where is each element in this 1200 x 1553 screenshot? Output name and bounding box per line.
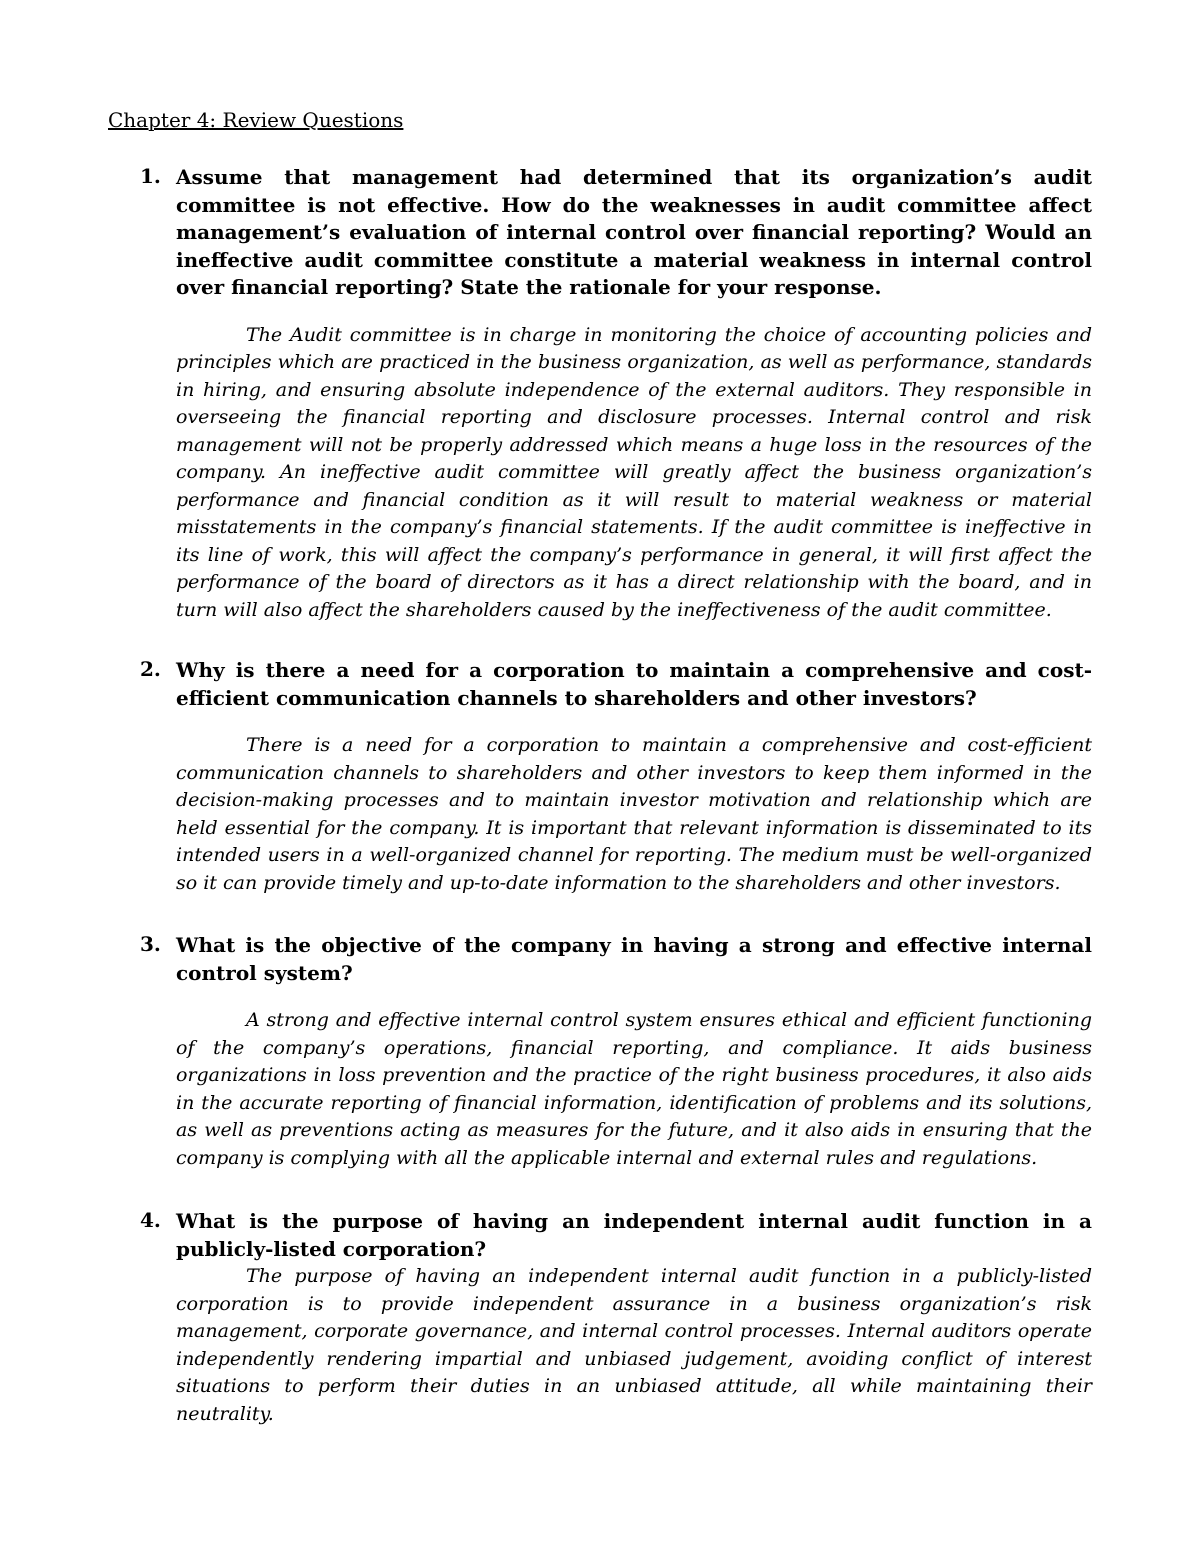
question-number: 1. — [140, 164, 161, 188]
question-block-1 — [140, 164, 1092, 624]
answer-paragraph: There is a need for a corporation to maintain a comprehensive and cost-efficient communication channels to shareholders and other investors to keep them informed in the decision-making processes and to maintain investor motivation and relationship which are held essential for the company. It is important that relevant information is disseminated to its intended users in a well-organized channel for reporting. The medium must be well-organized so it can provide timely and up-to-date information to the shareholders and other investors. — [176, 734, 1092, 894]
page-title: Chapter 4: Review Questions — [108, 108, 404, 132]
answer-paragraph: A strong and effective internal control system ensures ethical and efficient functioning of the company’s operations, financial reporting, and compliance. It aids business organizations in loss prevention and the practice of the right business procedures, it also aids in the accurate reporting of financial information, identification of problems and its solutions, as well as preventions acting as measures for the future, and it also aids in ensuring that the company is complying with all the applicable internal and external rules and regulations. — [176, 1009, 1092, 1169]
question-block-3 — [140, 932, 1092, 1172]
question-number: 3. — [140, 932, 161, 956]
question-number: 4. — [140, 1208, 161, 1232]
answer-paragraph: The purpose of having an independent internal audit function in a publicly-listed corporation is to provide independent assurance in a business organization’s risk management, corporate governance, and internal control processes. Internal auditors operate independently rendering impartial and unbiased judgement, avoiding conflict of interest situations to perform their duties in an unbiased attitude, all while maintaining their neutrality. — [176, 1265, 1092, 1425]
question-block-4 — [140, 1208, 1092, 1428]
question-text: Why is there a need for a corporation to maintain a comprehensive and cost-efficient communication channels to shareholders and other investors? — [176, 658, 1092, 710]
question-text: What is the purpose of having an independent internal audit function in a publicly-listed corporation? — [176, 1209, 1092, 1261]
question-text: What is the objective of the company in having a strong and effective internal control system? — [176, 933, 1092, 985]
answer-paragraph: The Audit committee is in charge in monitoring the choice of accounting policies and principles which are practiced in the business organization, as well as performance, standards in hiring, and ensuring absolute independence of the external auditors. They responsible in overseeing the financial reporting and disclosure processes. Internal control and risk management will not be properly addressed which means a huge loss in the resources of the company. An ineffective audit committee will greatly affect the business organization’s performance and financial condition as it will result to material weakness or material misstatements in the company’s financial statements. If the audit committee is ineffective in its line of work, this will affect the company’s performance in general, it will first affect the performance of the board of directors as it has a direct relationship with the board, and in turn will also affect the shareholders caused by the ineffectiveness of the audit committee. — [176, 323, 1092, 621]
question-text: Assume that management had determined that its organization’s audit committee is not effective. How do the weaknesses in audit committee affect management’s evaluation of internal control over financial reporting? Would an ineffective audit committee constitute a material weakness in internal control over financial reporting? State the rationale for your response. — [176, 165, 1092, 299]
question-block-2 — [140, 657, 1092, 897]
question-number: 2. — [140, 657, 161, 681]
